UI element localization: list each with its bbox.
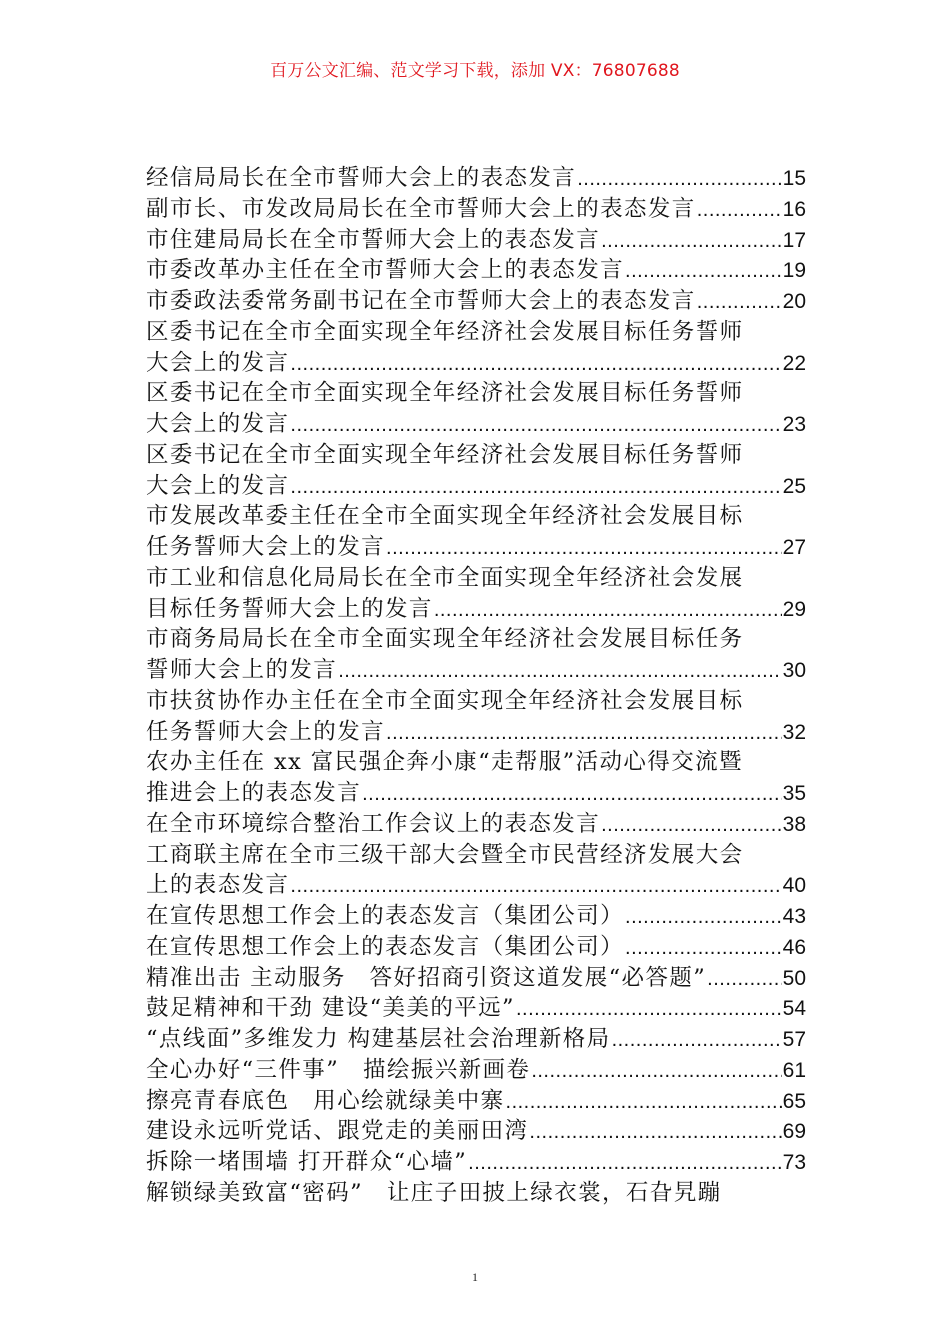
toc-entry[interactable]: 誓师大会上的发言 ..... 30 [146,655,806,686]
page-number: 50 [782,966,806,990]
toc-entry-first-line[interactable]: 市发展改革委主任在全市全面实现全年经济社会发展目标 [146,503,744,530]
dot-leader [290,871,781,901]
dot-leader [468,1148,781,1178]
dot-leader [290,349,781,379]
toc-entry[interactable]: 大会上的发言 ..... 22 [146,348,806,379]
page-number: 15 [782,167,806,190]
toc-entry-first-line[interactable]: 区委书记在全市全面实现全年经济社会发展目标任务誓师 [146,380,744,407]
page-number: 61 [782,1058,806,1082]
page-number: 43 [782,905,806,928]
page-number: 38 [782,812,806,836]
toc-entry[interactable]: 市委改革办主任在全市誓师大会上的表态发言 ..... 19 [146,255,806,286]
page-number: 17 [782,228,806,252]
page-number: 29 [782,597,806,621]
page-number: 30 [782,659,806,682]
toc-entry[interactable]: 鼓足精神和干劲 建设“美美的平远” ..... 54 [146,993,806,1024]
dot-leader [529,1117,781,1147]
dot-leader [697,287,782,317]
toc-entry-first-line[interactable]: 市工业和信息化局局长在全市全面实现全年经济社会发展 [146,564,744,591]
page-number: 73 [782,1151,806,1174]
toc-entry[interactable]: 上的表态发言 ..... 40 [146,870,806,901]
toc-entry[interactable]: 全心办好“三件事” 描绘振兴新画卷 ..... 61 [146,1055,806,1086]
dot-leader [516,994,782,1024]
dot-leader [707,964,781,994]
dot-leader [506,1087,782,1117]
dot-leader [612,1025,782,1055]
page-number: 40 [782,874,806,898]
toc-entry[interactable]: 目标任务誓师大会上的发言 ..... 29 [146,594,806,625]
toc-entry-first-line[interactable]: 市商务局局长在全市全面实现全年经济社会发展目标任务 [146,626,744,653]
dot-leader [290,410,781,440]
dot-leader [625,902,782,932]
toc-entry[interactable]: 擦亮青春底色 用心绘就绿美中寨 ..... 65 [146,1086,806,1117]
toc-entry[interactable]: 任务誓师大会上的发言 ..... 32 [146,717,806,748]
dot-leader [577,164,781,194]
page-number: 69 [782,1120,806,1144]
dot-leader [531,1056,781,1086]
toc-entry[interactable]: 市住建局局长在全市誓师大会上的表态发言 ..... 17 [146,225,806,256]
toc-entry[interactable]: 精准出击 主动服务 答好招商引资这道发展“必答题” ..... 50 [146,963,806,994]
dot-leader [601,226,782,256]
page-number: 27 [782,536,806,559]
page-footer-number: 1 [472,1270,478,1284]
toc-entry[interactable]: 推进会上的表态发言 ..... 35 [146,778,806,809]
toc-entry[interactable]: 拆除一堵围墙 打开群众“心墙” ..... 73 [146,1147,806,1178]
page-number: 20 [782,290,806,313]
toc-entry[interactable]: 大会上的发言 ..... 25 [146,471,806,502]
toc-entry-first-line[interactable]: 区委书记在全市全面实现全年经济社会发展目标任务誓师 [146,441,744,468]
page-number: 35 [782,782,806,805]
dot-leader [386,718,782,748]
page-number: 25 [782,474,806,498]
toc-entry[interactable]: 在全市环境综合整治工作会议上的表态发言 ..... 38 [146,809,806,840]
toc-entry[interactable]: 经信局局长在全市誓师大会上的表态发言 ..... 15 [146,163,806,194]
toc-entry[interactable]: 副市长、市发改局局长在全市誓师大会上的表态发言 ..... 16 [146,194,806,225]
dot-leader [601,810,782,840]
page-number: 16 [782,197,806,221]
page-number: 19 [782,259,806,283]
page-number: 46 [782,935,806,959]
page-number: 32 [782,720,806,744]
toc-entry[interactable]: 市委政法委常务副书记在全市誓师大会上的表态发言 ..... 20 [146,286,806,317]
toc-entry[interactable]: 大会上的发言 ..... 23 [146,409,806,440]
page-number: 23 [782,413,806,436]
watermark-banner: 百万公文汇编、范文学习下载，添加 VX：76807688 [270,61,680,81]
dot-leader [625,933,782,963]
toc-entry-first-line[interactable]: 市扶贫协作办主任在全市全面实现全年经济社会发展目标 [146,687,744,714]
page-number: 54 [782,997,806,1021]
dot-leader [362,779,782,809]
toc-entry[interactable]: “点线面”多维发力 构建基层社会治理新格局 ..... 57 [146,1024,806,1055]
dot-leader [625,256,782,286]
toc-entry[interactable]: 任务誓师大会上的发言 ..... 27 [146,532,806,563]
page-number: 65 [782,1089,806,1113]
toc-entry[interactable]: 在宣传思想工作会上的表态发言（集团公司） ..... 46 [146,932,806,963]
toc-entry[interactable]: 建设永远听党话、跟党走的美丽田湾 ..... 69 [146,1116,806,1147]
page-number: 22 [782,351,806,375]
toc-entry-first-line[interactable]: 工商联主席在全市三级干部大会暨全市民营经济发展大会 [146,841,744,868]
dot-leader [697,195,782,225]
table-of-contents [146,163,806,1209]
dot-leader [338,656,781,686]
page-number: 57 [782,1028,806,1051]
toc-entry-first-line[interactable]: 解锁绿美致富“密码” 让庄子田披上绿衣裳，石旮旯蹦 [146,1179,722,1206]
toc-entry-first-line[interactable]: 区委书记在全市全面实现全年经济社会发展目标任务誓师 [146,318,744,345]
toc-entry-first-line[interactable]: 农办主任在 xx 富民强企奔小康“走帮服”活动心得交流暨 [146,749,743,776]
toc-entry[interactable]: 在宣传思想工作会上的表态发言（集团公司） ..... 43 [146,901,806,932]
dot-leader [386,533,782,563]
dot-leader [434,595,782,625]
dot-leader [290,472,781,502]
